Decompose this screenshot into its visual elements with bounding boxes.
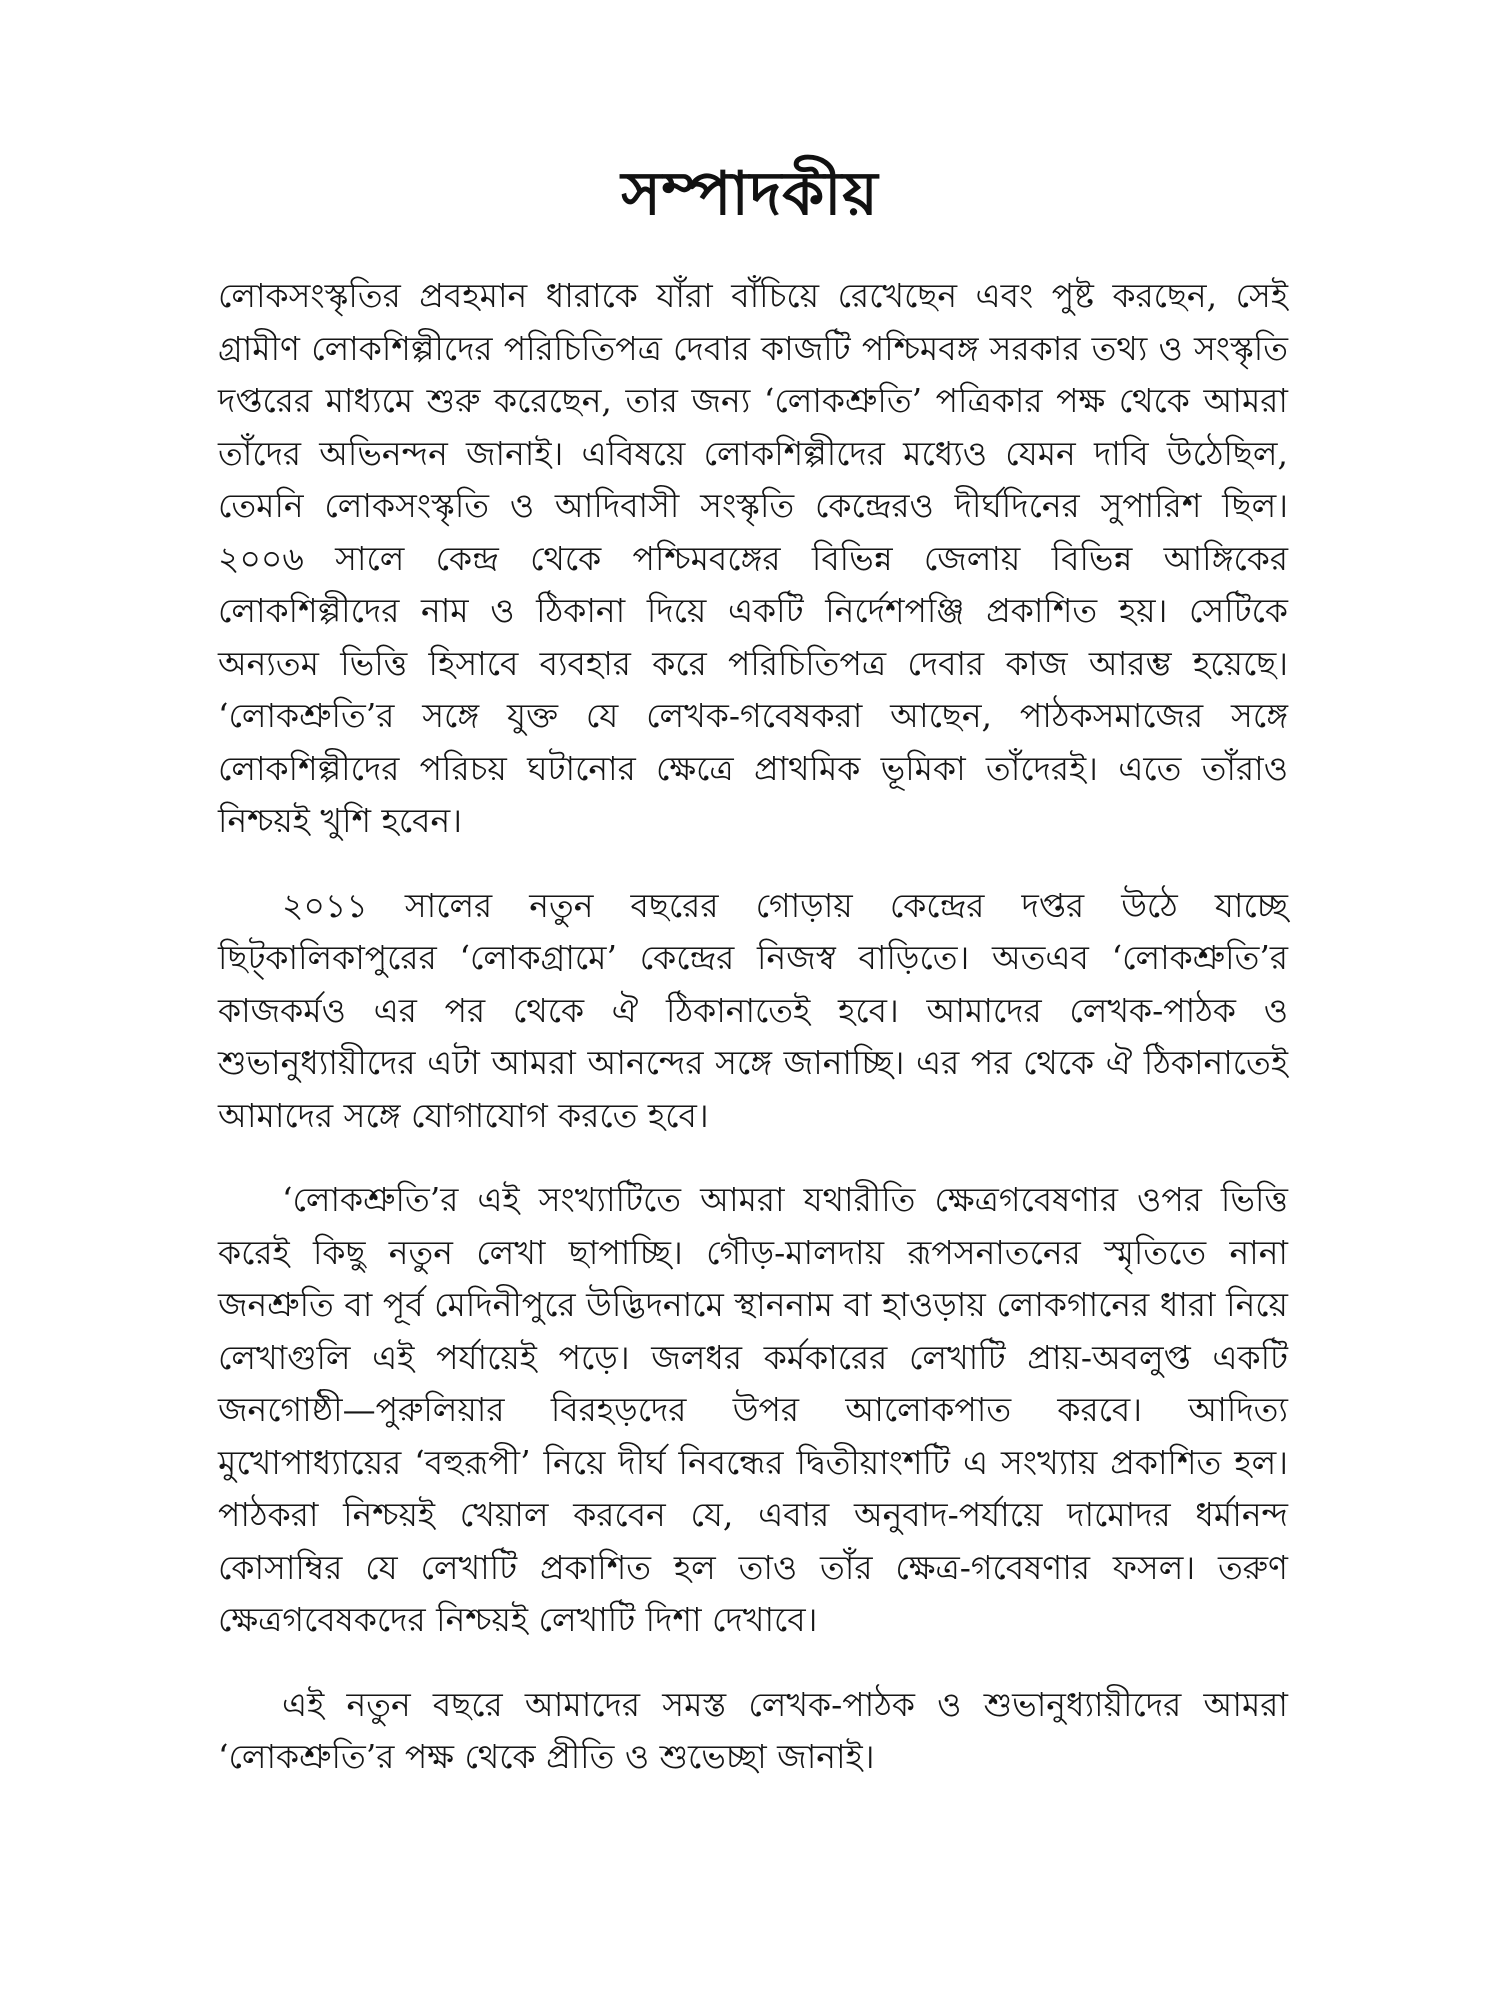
page-title: সম্পাদকীয় (621, 159, 879, 229)
paragraph-3: ‘লোকশ্রুতি’র এই সংখ্যাটিতে আমরা যথারীতি ক্ষেত্রগবেষণার ওপর ভিত্তি করেই কিছু নতুন লেখা ছাপাচ্ছি। গৌড়-মালদায় রূপসনাতনের স্মৃতিতে নানা জনশ্রুতি বা পূর্ব মেদিনীপুরে উদ্ভিদনামে স্থাননাম বা হাওড়ায় লোকগানের ধারা নিয়ে লেখাগুলি এই পর্যায়েই পড়ে। জলধর কর্মকারের লেখাটি প্রায়-অবলুপ্ত একটি জনগোষ্ঠী—পুরুলিয়ার বিরহড়দের উপর আলোকপাত করবে। আদিত্য মুখোপাধ্যায়ের ‘বহুরূপী’ নিয়ে দীর্ঘ নিবন্ধের দ্বিতীয়াংশটি এ সংখ্যায় প্রকাশিত হল। পাঠকরা নিশ্চয়ই খেয়াল করবেন যে, এবার অনুবাদ-পর্যায়ে দামোদর ধর্মানন্দ কোসাম্বির যে লেখাটি প্রকাশিত হল তাও তাঁর ক্ষেত্র-গবেষণার ফসল। তরুণ ক্ষেত্রগবেষকদের নিশ্চয়ই লেখাটি দিশা দেখাবে। (218, 1180, 1288, 1639)
editorial-body (218, 270, 1288, 1784)
paragraph-4: এই নতুন বছরে আমাদের সমস্ত লেখক-পাঠক ও শুভানুধ্যায়ীদের আমরা ‘লোকশ্রুতি’র পক্ষ থেকে প্রীতি ও শুভেচ্ছা জানাই। (218, 1684, 1288, 1776)
paragraph-2: ২০১১ সালের নতুন বছরের গোড়ায় কেন্দ্রের দপ্তর উঠে যাচ্ছে ছিট্‌কালিকাপুরের ‘লোকগ্রামে’ কেন্দ্রের নিজস্ব বাড়িতে। অতএব ‘লোকশ্রুতি’র কাজকর্মও এর পর থেকে ঐ ঠিকানাতেই হবে। আমাদের লেখক-পাঠক ও শুভানুধ্যায়ীদের এটা আমরা আনন্দের সঙ্গে জানাচ্ছি। এর পর থেকে ঐ ঠিকানাতেই আমাদের সঙ্গে যোগাযোগ করতে হবে। (218, 885, 1288, 1135)
paragraph-1: লোকসংস্কৃতির প্রবহমান ধারাকে যাঁরা বাঁচিয়ে রেখেছেন এবং পুষ্ট করছেন, সেই গ্রামীণ লোকশিল্পীদের পরিচিতিপত্র দেবার কাজটি পশ্চিমবঙ্গ সরকার তথ্য ও সংস্কৃতি দপ্তরের মাধ্যমে শুরু করেছেন, তার জন্য ‘লোকশ্রুতি’ পত্রিকার পক্ষ থেকে আমরা তাঁদের অভিনন্দন জানাই। এবিষয়ে লোকশিল্পীদের মধ্যেও যেমন দাবি উঠেছিল, তেমনি লোকসংস্কৃতি ও আদিবাসী সংস্কৃতি কেন্দ্রেরও দীর্ঘদিনের সুপারিশ ছিল। ২০০৬ সালে কেন্দ্র থেকে পশ্চিমবঙ্গের বিভিন্ন জেলায় বিভিন্ন আঙ্গিকের লোকশিল্পীদের নাম ও ঠিকানা দিয়ে একটি নির্দেশপঞ্জি প্রকাশিত হয়। সেটিকে অন্যতম ভিত্তি হিসাবে ব্যবহার করে পরিচিতিপত্র দেবার কাজ আরম্ভ হয়েছে। ‘লোকশ্রুতি’র সঙ্গে যুক্ত যে লেখক-গবেষকরা আছেন, পাঠকসমাজের সঙ্গে লোকশিল্পীদের পরিচয় ঘটানোর ক্ষেত্রে প্রাথমিক ভূমিকা তাঁদেরই। এতে তাঁরাও নিশ্চয়ই খুশি হবেন। (218, 276, 1288, 840)
